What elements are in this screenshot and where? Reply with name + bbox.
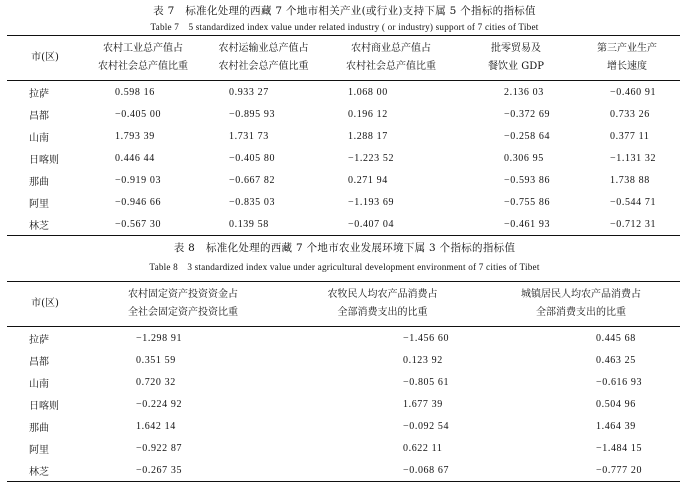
value-cell: 0.139 58 [229,218,269,230]
table-row [7,371,680,393]
city-cell: 日喀则 [29,154,59,166]
value-cell: 0.733 26 [610,108,650,120]
value-cell: −0.777 20 [596,464,643,476]
value-cell: −0.258 64 [504,130,551,142]
value-cell: −0.405 00 [115,108,162,120]
table-row [7,125,680,147]
table-row [7,169,680,191]
value-cell: 0.446 44 [115,152,155,164]
value-cell: 0.306 95 [504,152,544,164]
table8-header-city: 市(区) [31,298,59,309]
value-cell: 0.598 16 [115,86,155,98]
value-cell: 1.288 17 [348,130,388,142]
table8-header-col3: 城镇居民人均农产品消费占 全部消费支出的比重 [521,289,641,318]
value-cell: −0.092 54 [403,420,450,432]
value-cell: −0.461 93 [504,218,551,230]
value-cell: −0.593 86 [504,174,551,186]
value-cell: −0.567 30 [115,218,162,230]
value-cell: −0.805 61 [403,376,450,388]
table-row [7,191,680,213]
value-cell: −1.223 52 [348,152,395,164]
city-cell: 山南 [29,378,49,390]
table-row [7,459,680,482]
value-cell: 0.123 92 [403,354,443,366]
city-cell: 拉萨 [29,334,49,346]
table7 [7,35,680,236]
value-cell: −0.544 71 [610,196,657,208]
value-cell: 1.731 73 [229,130,269,142]
table8-header-row [7,282,680,327]
value-cell: −1.193 69 [348,196,395,208]
value-cell: 1.642 14 [136,420,176,432]
table-row [7,393,680,415]
value-cell: 1.068 00 [348,86,388,98]
value-cell: −0.460 91 [610,86,657,98]
value-cell: 0.504 96 [596,398,636,410]
table-row [7,437,680,459]
table-row [7,415,680,437]
table-row [7,147,680,169]
value-cell: −0.405 80 [229,152,276,164]
table-row [7,81,680,104]
table-row [7,327,680,350]
value-cell: 0.933 27 [229,86,269,98]
value-cell: −0.267 35 [136,464,183,476]
city-cell: 昌都 [29,356,49,368]
table7-caption-cn: 表 7 标准化处理的西藏 7 个地市相关产业(或行业)支持下属 5 个指标的指标值 [153,5,536,17]
table7-header-col3: 农村商业总产值占 农村社会总产值比重 [346,43,436,72]
value-cell: −0.835 03 [229,196,276,208]
table7-header-col4: 批零贸易及 餐饮业 GDP [488,43,544,72]
city-cell: 日喀则 [29,400,59,412]
value-cell: 0.271 94 [348,174,388,186]
value-cell: −0.922 87 [136,442,183,454]
value-cell: −0.755 86 [504,196,551,208]
city-cell: 昌都 [29,110,49,122]
value-cell: −1.131 32 [610,152,657,164]
city-cell: 山南 [29,132,49,144]
value-cell: 2.136 03 [504,86,544,98]
table-row [7,103,680,125]
table-row [7,349,680,371]
value-cell: 0.720 32 [136,376,176,388]
table7-header-col5: 第三产业生产 增长速度 [597,43,657,72]
value-cell: −0.895 93 [229,108,276,120]
value-cell: −0.712 31 [610,218,657,230]
city-cell: 阿里 [29,198,49,210]
city-cell: 那曲 [29,422,49,434]
city-cell: 林芝 [29,220,49,232]
value-cell: 1.464 39 [596,420,636,432]
value-cell: −0.407 04 [348,218,395,230]
value-cell: −1.484 15 [596,442,643,454]
value-cell: −0.946 66 [115,196,162,208]
city-cell: 阿里 [29,444,49,456]
table8 [7,281,680,482]
value-cell: 0.377 11 [610,130,650,142]
value-cell: 0.463 25 [596,354,636,366]
value-cell: −0.224 92 [136,398,183,410]
city-cell: 那曲 [29,176,49,188]
table7-header-city: 市(区) [31,52,59,63]
value-cell: −0.919 03 [115,174,162,186]
table8-caption-en: Table 8 3 standardized index value under agricultural development environment of 7 cities of Tibet [149,262,540,272]
value-cell: −1.456 60 [403,332,450,344]
value-cell: 1.793 39 [115,130,155,142]
city-cell: 林芝 [29,466,49,478]
table-row [7,213,680,236]
value-cell: 1.677 39 [403,398,443,410]
table7-header-col1: 农村工业总产值占 农村社会总产值比重 [98,43,188,72]
value-cell: 0.622 11 [403,442,443,454]
value-cell: −0.372 69 [504,108,551,120]
table7-caption-en: Table 7 5 standardized index value under related industry ( or industry) support of 7 cities of Tibet [150,22,539,32]
value-cell: 0.445 68 [596,332,636,344]
value-cell: −1.298 91 [136,332,183,344]
value-cell: 0.351 59 [136,354,176,366]
table7-header-col2: 农村运输业总产值占 农村社会总产值比重 [218,43,309,72]
value-cell: −0.068 67 [403,464,450,476]
table8-caption-cn: 表 8 标准化处理的西藏 7 个地市农业发展环境下属 3 个指标的指标值 [173,242,516,254]
city-cell: 拉萨 [29,88,49,100]
value-cell: −0.616 93 [596,376,643,388]
table8-header-col2: 农牧民人均农产品消费占 全部消费支出的比重 [327,289,438,318]
table7-header-row [7,36,680,81]
table8-header-col1: 农村固定资产投资资金占 全社会固定资产投资比重 [128,289,238,318]
value-cell: −0.667 82 [229,174,276,186]
value-cell: 0.196 12 [348,108,388,120]
value-cell: 1.738 88 [610,174,650,186]
